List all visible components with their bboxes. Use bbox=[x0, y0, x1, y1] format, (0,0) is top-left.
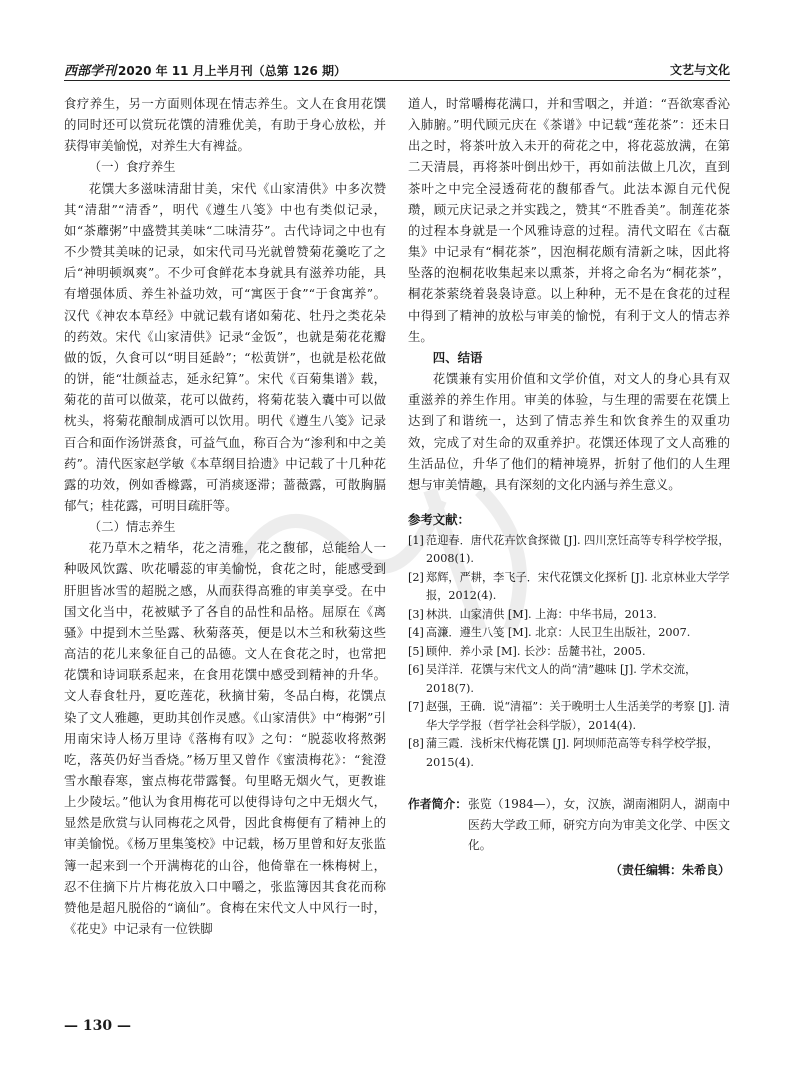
issue-info: 2020 年 11 月上半月刊（总第 126 期） bbox=[118, 64, 347, 78]
reference-number: [2] bbox=[408, 570, 424, 584]
reference-item bbox=[408, 698, 730, 735]
reference-item bbox=[408, 643, 730, 662]
reference-text: 蒲三霞．浅析宋代梅花馔 [J]. 阿坝师范高等专科学校学报，2015(4). bbox=[426, 737, 719, 769]
body-paragraph: 道人，时常嚼梅花满口，并和雪咽之，并道：“吾欲寒香沁入肺腑。”明代顾元庆在《茶谱》中记载“莲花茶”：还未日出之时，将茶叶放入未开的荷花之中，将花蕊放满，在第二天清晨，再将茶叶倒出炒干，再如前法做上几次，直到茶叶之中完全浸透荷花的馥郁香气。此法本源自元代倪瓒，顾元庆记录之并实践之，赞其“不胜香美”。制莲花茶的过程本身就是一个风雅诗意的过程。清代文昭在《古瓻集》中记录有“桐花茶”，因泡桐花颇有清新之味，因此将坠落的泡桐花收集起来以熏茶，并将之命名为“桐花茶”，桐花茶萦绕着袅袅诗意。以上种种，无不是在食花的过程中得到了精神的放松与审美的愉悦，有利于文人的情志养生。 bbox=[408, 96, 730, 344]
body-paragraph: 食疗养生，另一方面则体现在情志养生。文人在食用花馔的同时还可以赏玩花馔的清雅优美，有助于身心放松，并获得审美愉悦，对养生大有裨益。 bbox=[64, 96, 386, 154]
reference-number: [7] bbox=[408, 700, 424, 714]
reference-text: 范迎春．唐代花卉饮食探微 [J]. 四川烹饪高等专科学校学报，2008(1). bbox=[426, 533, 730, 566]
body-paragraph: 花馔兼有实用价值和文学价值，对文人的身心具有双重滋养的养生作用。审美的体验，与生理的需要在花馔上达到了和谐统一，达到了情志养生和饮食养生的双重功效，完成了对生命的双重养护。花馔还体现了文人高雅的生活品位，升华了他们的精神境界，折射了他们的人生理想与审美情趣，具有深刻的文化内涵与养生意义。 bbox=[408, 371, 730, 492]
section-title: 文艺与文化 bbox=[669, 63, 730, 77]
reference-number: [1] bbox=[408, 533, 424, 547]
section-heading: 四、结语 bbox=[432, 349, 483, 365]
subsection-heading: （二）情志养生 bbox=[88, 519, 176, 535]
reference-list bbox=[408, 532, 730, 773]
body-paragraph: 花乃草木之精华，花之清雅，花之馥郁，总能给人一种吸风饮露、吹花嚼蕊的审美愉悦，食花之时，能感受到肝胆皆冰雪的超脱之感，从而获得高雅的审美享受。在中国文化当中，花被赋予了各自的品性和品格。屈原在《离骚》中提到木兰坠露、秋菊落英，便是以木兰和秋菊这些高洁的花儿来象征自己的品德。文人在食花之时，也常把花馔和诗词联系起来，在食用花馔中感受到精神的升华。文人春食牡丹，夏吃莲花，秋摘甘菊，冬品白梅，花馔点染了文人雅趣，更助其创作灵感。《山家清供》中“梅粥”引用南宋诗人杨万里诗《落梅有叹》之句：“脱蕊收将熬粥吃，落英仍好当香烧。”杨万里又曾作《蜜渍梅花》：“瓮澄雪水酿春寒，蜜点梅花带露餐。句里略无烟火气，更教谁上少陵坛。”他认为食用梅花可以使得诗句之中无烟火气，显然是欣赏与认同梅花之风骨，因此食梅便有了精神上的审美愉悦。《杨万里集笺校》中记载，杨万里曾和好友张监簿一起来到一个开满梅花的山谷，他倚靠在一株梅树上，忍不住摘下片片梅花放入口中嚼之，张监簿因其食花而称赞他是超凡脱俗的“谪仙”。食梅在宋代文人中风行一时，《花史》中记录有一位铁脚 bbox=[64, 540, 386, 937]
references-title: 参考文献： bbox=[408, 511, 470, 527]
reference-item bbox=[408, 569, 730, 606]
reference-text: 顾仲．养小录 [M]. 长沙：岳麓书社，2005. bbox=[426, 644, 646, 658]
author-bio-text: 张览（1984—），女，汉族，湖南湘阴人，湖南中医药大学政工师，研究方向为审美文化学、中医文化。 bbox=[468, 797, 730, 853]
author-bio-label: 作者简介： bbox=[408, 797, 467, 812]
reference-item bbox=[408, 735, 730, 772]
page-header bbox=[64, 58, 730, 81]
responsible-editor: （责任编辑：朱希良） bbox=[609, 862, 730, 877]
right-column bbox=[408, 93, 730, 881]
reference-item bbox=[408, 532, 730, 569]
reference-number: [4] bbox=[408, 626, 424, 640]
reference-number: [5] bbox=[408, 644, 424, 658]
journal-logo: 西部学刊 bbox=[64, 64, 117, 79]
reference-text: 高濂．遵生八笺 [M]. 北京：人民卫生出版社，2007. bbox=[426, 626, 691, 640]
reference-number: [6] bbox=[408, 663, 424, 677]
reference-item bbox=[408, 661, 730, 698]
left-column bbox=[64, 93, 386, 939]
page-number: — 130 — bbox=[64, 1018, 131, 1034]
references-section bbox=[408, 509, 730, 773]
author-bio bbox=[408, 794, 730, 856]
reference-text: 郑辉，严耕，李飞子．宋代花馔文化探析 [J]. 北京林业大学学报，2012(4). bbox=[426, 570, 730, 603]
journal-issue-info bbox=[64, 60, 346, 79]
reference-text: 吴洋洋．花馔与宋代文人的尚“清”趣味 [J]. 学术交流，2018(7). bbox=[426, 663, 697, 695]
right-column-body bbox=[408, 93, 730, 495]
reference-number: [3] bbox=[408, 607, 424, 621]
subsection-heading: （一）食疗养生 bbox=[88, 159, 176, 175]
reference-text: 赵强，王确．说“清福”：关于晚明士人生活美学的考察 [J]. 清华大学学报（哲学社会科学版），2014(4). bbox=[426, 700, 730, 732]
reference-item bbox=[408, 606, 730, 625]
reference-text: 林洪．山家清供 [M]. 上海：中华书局，2013. bbox=[426, 607, 657, 621]
reference-item bbox=[408, 624, 730, 643]
body-paragraph: 花馔大多滋味清甜甘美，宋代《山家清供》中多次赞其“清甜”“清香”，明代《遵生八笺》中也有类似记录，如“茶蘼粥”中盛赞其美味“二味清芬”。古代诗词之中也有不少赞其美味的记录，如宋代司马光就曾赞菊花羹吃了之后“神明顿飒爽”。不少可食鲜花本身就具有滋养功能，具有增强体质、养生补益功效，可“寓医于食”“于食寓养”。汉代《神农本草经》中就记载有诸如菊花、牡丹之类花朵的药效。宋代《山家清供》记录“金饭”，也就是菊花花瓣做的饭，久食可以“明目延龄”；“松黄饼”，也就是松花做的饼，能“壮颜益志，延永纪算”。宋代《百菊集谱》载，菊花的苗可以做菜，花可以做药，将菊花装入囊中可以做枕头，将菊花酿制成酒可以饮用。明代《遵生八笺》记录百合和面作汤饼蒸食，可益气血，称百合为“渗利和中之美药”。清代医家赵学敏《本草纲目拾遗》中记载了十几种花露的功效，例如香橼露，可消痰逐滞；蔷薇露，可散胸膈郁气；桂花露，可明目疏肝等。 bbox=[64, 180, 386, 513]
reference-number: [8] bbox=[408, 737, 424, 751]
